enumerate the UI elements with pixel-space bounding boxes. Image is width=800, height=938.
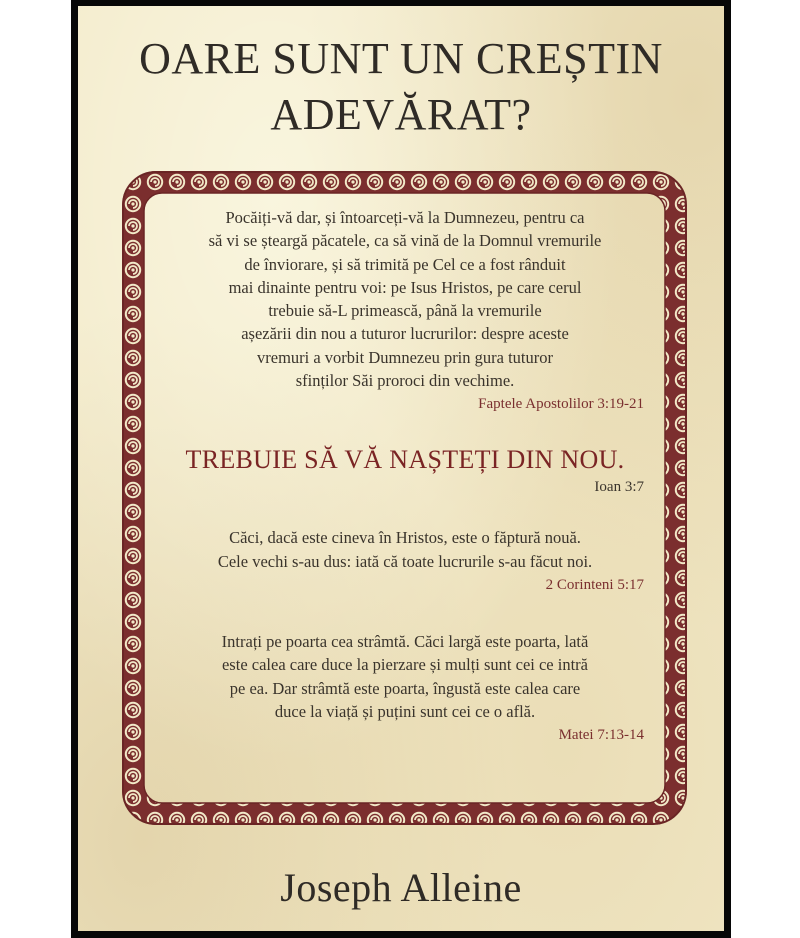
verses-panel bbox=[158, 206, 652, 744]
title-line-1: OARE SUNT UN CREȘTIN bbox=[139, 34, 663, 83]
verse-acts-ref: Faptele Apostolilor 3:19-21 bbox=[478, 396, 644, 413]
book-cover bbox=[78, 6, 724, 931]
verse-acts-text: Pocăiți-vă dar, și întoarceți-vă la Dumnezeu, pentru ca să vi se șteargă păcatele, ca să vină de la Domnul vremurile de înviorare, și să trimită pe Cel ce a fost rânduit mai dinainte pentru voi: pe Isus Hristos, pe care cerul trebuie să-L primească, până la vremurile așezării din nou a tuturor lucrurilor: despre aceste vremuri a vorbit Dumnezeu prin gura tuturor sfinților Săi proroci din vechime. bbox=[208, 208, 602, 391]
verse-corinthians-ref: 2 Corinteni 5:17 bbox=[545, 576, 644, 593]
born-again-heading: TREBUIE SĂ VĂ NAȘTEȚI DIN NOU. bbox=[185, 445, 625, 475]
verse-matthew-text: Intrați pe poarta cea strâmtă. Căci largă este poarta, lată este calea care duce la pierzare și mulți sunt cei ce intră pe ea. Dar strâmtă este poarta, îngustă este calea care duce la viață și puțini sunt cei ce o află. bbox=[221, 631, 589, 721]
author-name: Joseph Alleine bbox=[280, 865, 522, 910]
verse-john-ref: Ioan 3:7 bbox=[594, 479, 644, 496]
verse-corinthians-text: Căci, dacă este cineva în Hristos, este o făptură nouă. Cele vechi s-au dus: iată că toate lucrurile s-au făcut noi. bbox=[217, 528, 593, 571]
verse-matthew-ref: Matei 7:13-14 bbox=[558, 727, 644, 744]
title-line-2: ADEVĂRAT? bbox=[270, 90, 532, 139]
